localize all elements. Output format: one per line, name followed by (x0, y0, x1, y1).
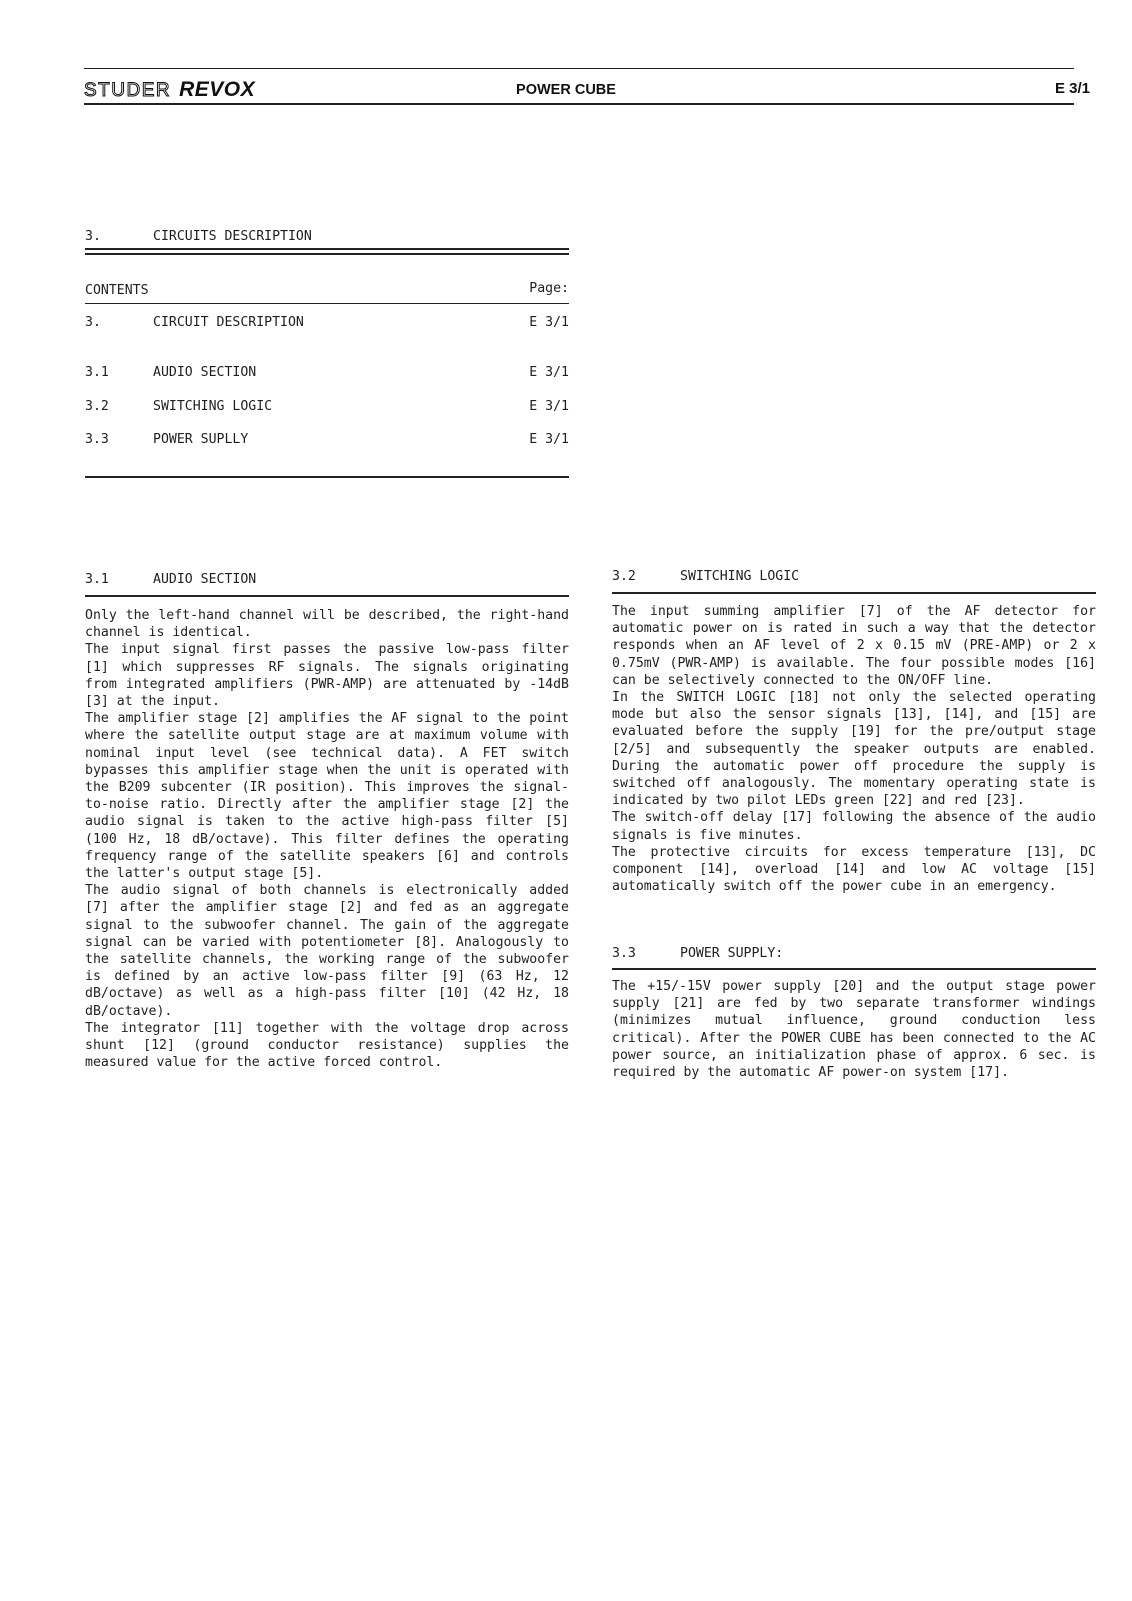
contents-bottom-rule (85, 476, 569, 478)
paragraph: In the SWITCH LOGIC [18] not only the selected operating mode but also the sensor signals [13], [14], and [15] are evaluated before the supply [19] for the pre/output stage [2/5] and subsequently the speaker outputs are enabled. During the automatic power off procedure the supply is switched off analogously. The momentary operating state is indicated by two pilot LEDs green [22] and red [23]. (612, 690, 1096, 809)
paragraph: The +15/-15V power supply [20] and the output stage power supply [21] are fed by two separate transformer windings (minimizes mutual influence, ground conduction less critical). After the POWER CUBE has been connected to the AC power source, an initialization phase of approx. 6 sec. is required by the automatic AF power-on system [17]. (612, 979, 1096, 1081)
audio-section-text (85, 607, 569, 1071)
toc-row (85, 399, 569, 414)
section-heading-switching (612, 569, 799, 584)
chapter-title: CIRCUITS DESCRIPTION (153, 229, 312, 244)
toc-title: AUDIO SECTION (153, 365, 257, 380)
section-rule-audio (85, 595, 569, 597)
page-number: E 3/1 (1054, 80, 1090, 97)
section-rule-switching (612, 592, 1096, 594)
toc-title: POWER SUPLLY (153, 432, 249, 447)
toc-number: 3. (85, 315, 101, 330)
contents-header-rule (85, 303, 569, 304)
chapter-rule-1 (85, 248, 569, 250)
toc-page: E 3/1 (529, 399, 569, 414)
chapter-heading (85, 229, 312, 244)
paragraph: Only the left-hand channel will be described, the right-hand channel is identical. (85, 608, 569, 641)
paragraph: The audio signal of both channels is electronically added [7] after the amplifier stage [2] and fed as an aggregate signal to the subwoofer channel. The gain of the aggregate signal can be varied with potentiometer [8]. Analogously to the satellite channels, the working range of the subwoofer is defined by an active low-pass filter [9] (63 Hz, 12 dB/octave) as well as a high-pass filter [10] (42 Hz, 18 dB/octave). (85, 883, 569, 1019)
paragraph: The input signal first passes the passive low-pass filter [1] which suppresses RF signals. The signals originating from integrated amplifiers (PWR-AMP) are attenuated by -14dB [3] at the input. (85, 642, 569, 710)
paragraph: The integrator [11] together with the voltage drop across shunt [12] (ground conductor resistance) supplies the measured value for the active forced control. (85, 1020, 569, 1071)
section-heading-power (612, 946, 783, 961)
toc-title: SWITCHING LOGIC (153, 399, 273, 414)
section-heading-audio (85, 572, 256, 587)
paragraph: The switch-off delay [17] following the absence of the audio signals is five minutes. (612, 810, 1096, 843)
toc-row (85, 365, 569, 380)
toc-row (85, 315, 569, 330)
toc-number: 3.2 (85, 399, 109, 414)
paragraph: The protective circuits for excess temperature [13], DC component [14], overload [14] and low AC voltage [15] automatically switch off the power cube in an emergency. (612, 844, 1096, 895)
toc-page: E 3/1 (529, 365, 569, 380)
paragraph: The input summing amplifier [7] of the AF detector for automatic power on is rated in such a way that the detector responds when an AF level of 2 x 0.15 mV (PRE-AMP) or 2 x 0.75mV (PWR-AMP) is available. The four possible modes [16] can be selectively connected to the ON/OFF line. (612, 604, 1096, 688)
contents-label: CONTENTS (85, 283, 149, 298)
section-title: POWER SUPPLY: (680, 946, 784, 961)
switching-section-text (612, 603, 1096, 895)
chapter-rule-2 (85, 253, 569, 255)
toc-number: 3.1 (85, 365, 109, 380)
paragraph: The amplifier stage [2] amplifies the AF signal to the point where the satellite output stage are at maximum volume with nominal input level (see technical data). A FET switch bypasses this amplifier stage when the unit is operated with the B209 subcenter (IR position). This improves the signal-to-noise ratio. Directly after the amplifier stage [2] the audio signal is taken to the active high-pass filter [5] (100 Hz, 18 dB/octave). This filter defines the operating frequency range of the satellite speakers [6] and controls the latter's output stage [5]. (85, 711, 569, 882)
toc-row (85, 432, 569, 447)
section-title: AUDIO SECTION (153, 572, 257, 587)
brand-studer: STUDER (84, 80, 172, 101)
toc-title: CIRCUIT DESCRIPTION (153, 315, 304, 330)
power-section-text (612, 978, 1096, 1081)
chapter-number: 3. (85, 229, 101, 244)
document-title: POWER CUBE (516, 82, 616, 98)
section-rule-power (612, 968, 1096, 970)
toc-page: E 3/1 (529, 432, 569, 447)
section-number: 3.3 (612, 946, 636, 961)
header-bottom-rule (84, 103, 1074, 105)
header-top-rule (84, 68, 1074, 69)
section-number: 3.1 (85, 572, 109, 587)
section-title: SWITCHING LOGIC (680, 569, 800, 584)
section-number: 3.2 (612, 569, 636, 584)
toc-number: 3.3 (85, 432, 109, 447)
brand-revox: REVOX (179, 78, 256, 101)
contents-page-label: Page: (529, 281, 569, 296)
toc-page: E 3/1 (529, 315, 569, 330)
